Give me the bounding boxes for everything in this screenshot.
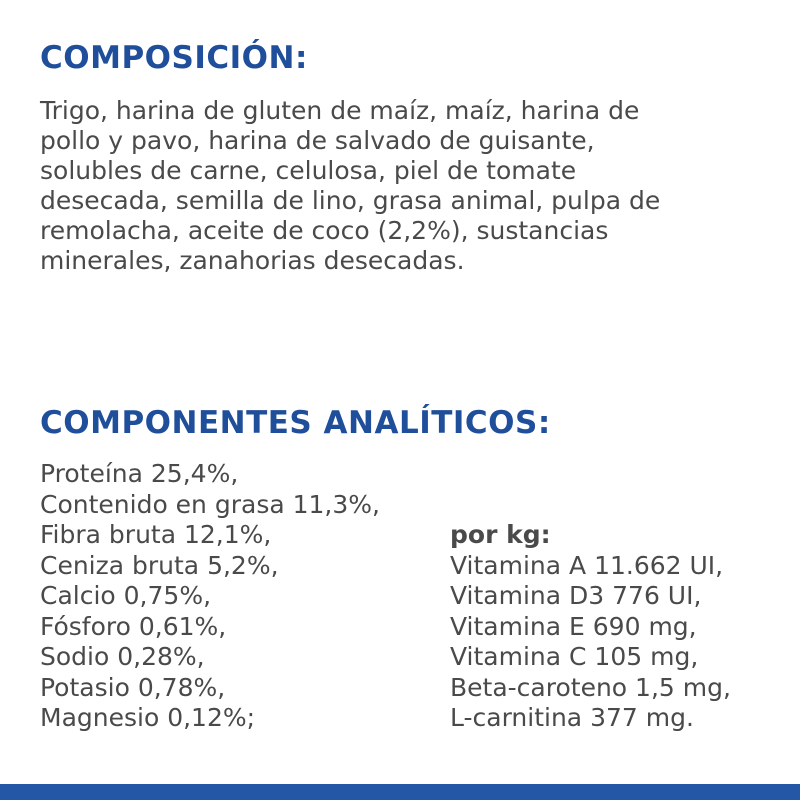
list-item: Vitamina A 11.662 UI, bbox=[450, 550, 724, 580]
list-item: Sodio 0,28%, bbox=[40, 642, 205, 671]
composition-line: desecada, semilla de lino, grasa animal, pulpa de bbox=[40, 186, 661, 215]
composition-line: Trigo, harina de gluten de maíz, maíz, harina de bbox=[40, 96, 640, 125]
composition-text bbox=[40, 96, 770, 276]
list-item: Contenido en grasa 11,3%, bbox=[40, 489, 380, 519]
list-item: Vitamina E 690 mg, bbox=[450, 611, 697, 641]
list-item: Beta-caroteno 1,5 mg, bbox=[450, 672, 731, 702]
footer-bar bbox=[0, 784, 800, 800]
list-item: Fósforo 0,61%, bbox=[40, 611, 227, 641]
list-item: L-carnitina 377 mg. bbox=[450, 703, 694, 732]
composition-line: solubles de carne, celulosa, piel de tomate bbox=[40, 156, 577, 185]
composition-heading: COMPOSICIÓN: bbox=[40, 40, 308, 76]
list-item: Ceniza bruta 5,2%, bbox=[40, 550, 279, 580]
composition-line: minerales, zanahorias desecadas. bbox=[40, 246, 465, 275]
list-item: Vitamina C 105 mg, bbox=[450, 642, 699, 671]
list-item: Calcio 0,75%, bbox=[40, 581, 212, 610]
composition-line: pollo y pavo, harina de salvado de guisante, bbox=[40, 126, 595, 155]
analytical-components-heading: COMPONENTES ANALÍTICOS: bbox=[40, 405, 551, 441]
composition-line: remolacha, aceite de coco (2,2%), sustancias bbox=[40, 216, 609, 245]
list-item: Proteína 25,4%, bbox=[40, 459, 239, 488]
list-item: Fibra bruta 12,1%, bbox=[40, 520, 272, 549]
analytical-list bbox=[40, 459, 380, 734]
list-item: Potasio 0,78%, bbox=[40, 672, 226, 702]
list-item: Magnesio 0,12%; bbox=[40, 703, 256, 732]
additives-per-kg-list bbox=[450, 520, 731, 734]
list-item: Vitamina D3 776 UI, bbox=[450, 581, 702, 610]
per-kg-label: por kg: bbox=[450, 520, 551, 549]
